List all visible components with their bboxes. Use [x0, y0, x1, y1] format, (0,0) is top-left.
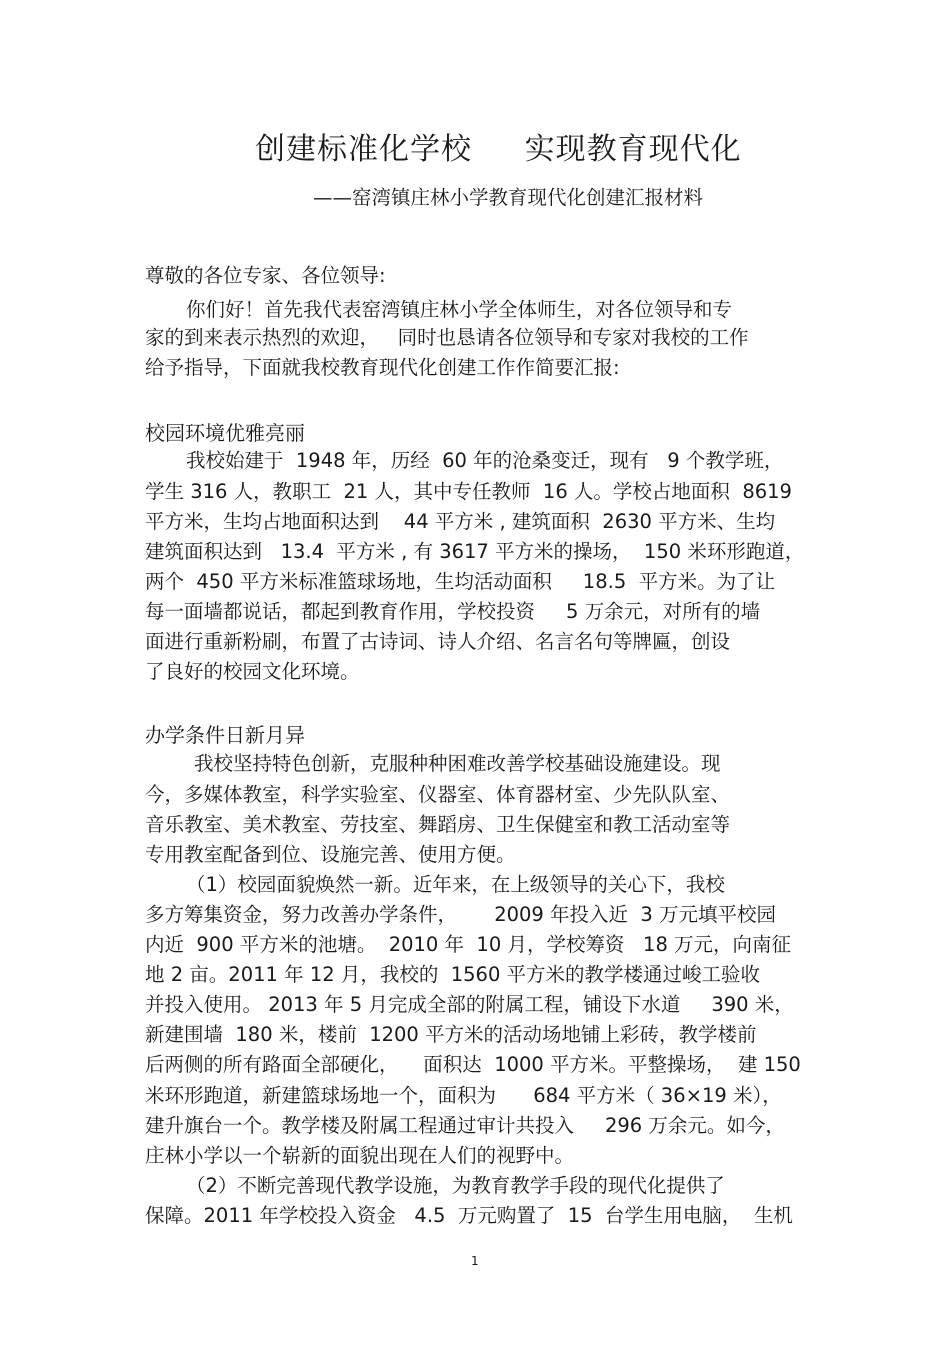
paragraph-line: （1）校园面貌焕然一新。近年来，在上级领导的关心下，我校 [186, 873, 725, 896]
paragraph-line: 保障。2011 年学校投入资金 4.5 万元购置了 15 台学生用电脑， 生机 [145, 1204, 793, 1227]
paragraph-line: 新建围墙 180 米，楼前 1200 平方米的活动场地铺上彩砖，教学楼前 [145, 1023, 757, 1046]
paragraph-line: 我校坚持特色创新，克服种种困难改善学校基础设施建设。现 [194, 752, 721, 775]
paragraph-line: 建升旗台一个。教学楼及附属工程通过审计共投入 296 万余元。如今， [145, 1114, 785, 1137]
paragraph-line: 两个 450 平方米标准篮球场地，生均活动面积 18.5 平方米。为了让 [145, 570, 776, 593]
document-subtitle: ——窑湾镇庄林小学教育现代化创建汇报材料 [313, 186, 704, 209]
greeting: 尊敬的各位专家、各位领导: [145, 264, 386, 287]
paragraph-line: 今，多媒体教室，科学实验室、仪器室、体育器材室、少先队队室、 [145, 783, 731, 806]
paragraph-line: 并投入使用。 2013 年 5 月完成全部的附属工程，铺设下水道 390 米， [145, 993, 794, 1016]
paragraph-line: 平方米，生均占地面积达到 44 平方米 , 建筑面积 2630 平方米、生均 [145, 510, 776, 533]
paragraph-line: 学生 316 人，教职工 21 人，其中专任教师 16 人。学校占地面积 8619 [145, 480, 792, 503]
page-number: 1 [471, 1254, 479, 1268]
paragraph-line: 多方筹集资金，努力改善办学条件， 2009 年投入近 3 万元填平校园 [145, 903, 777, 926]
paragraph-line: 地 2 亩。2011 年 12 月，我校的 1560 平方米的教学楼通过峻工验收 [145, 963, 761, 986]
paragraph-line: 建筑面积达到 13.4 平方米 , 有 3617 平方米的操场， 150 米环形跑道， [145, 540, 805, 563]
section-heading: 校园环境优雅亮丽 [145, 421, 305, 445]
paragraph-line: 后两侧的所有路面全部硬化， 面积达 1000 平方米。平整操场， 建 150 [145, 1053, 801, 1076]
paragraph-line: 音乐教室、美术教室、劳技室、舞蹈房、卫生保健室和教工活动室等 [145, 813, 731, 836]
paragraph-line: 专用教室配备到位、设施完善、使用方便。 [145, 843, 516, 866]
section-heading: 办学条件日新月异 [145, 723, 305, 747]
paragraph-line: 了良好的校园文化环境。 [145, 660, 360, 683]
paragraph-line: （2）不断完善现代教学设施，为教育教学手段的现代化提供了 [186, 1174, 725, 1197]
paragraph-line: 米环形跑道，新建篮球场地一个，面积为 684 平方米（ 36×19 米）， [145, 1084, 782, 1107]
document-title: 创建标准化学校 实现教育现代化 [255, 132, 742, 167]
paragraph-line: 面进行重新粉刷，布置了古诗词、诗人介绍、名言名句等牌匾，创设 [145, 630, 731, 653]
intro-line: 给予指导，下面就我校教育现代化创建工作作简要汇报: [145, 356, 620, 379]
paragraph-line: 庄林小学以一个崭新的面貌出现在人们的视野中。 [145, 1144, 575, 1167]
paragraph-line: 每一面墙都说话，都起到教育作用，学校投资 5 万余元，对所有的墙 [145, 600, 761, 623]
intro-line: 家的到来表示热烈的欢迎， 同时也恳请各位领导和专家对我校的工作 [145, 326, 749, 349]
paragraph-line: 内近 900 平方米的池塘。 2010 年 10 月，学校筹资 18 万元，向南征 [145, 933, 792, 956]
paragraph-line: 我校始建于 1948 年，历经 60 年的沧桑变迁，现有 9 个教学班， [186, 449, 784, 472]
intro-line: 你们好！首先我代表窑湾镇庄林小学全体师生，对各位领导和专 [186, 298, 733, 321]
